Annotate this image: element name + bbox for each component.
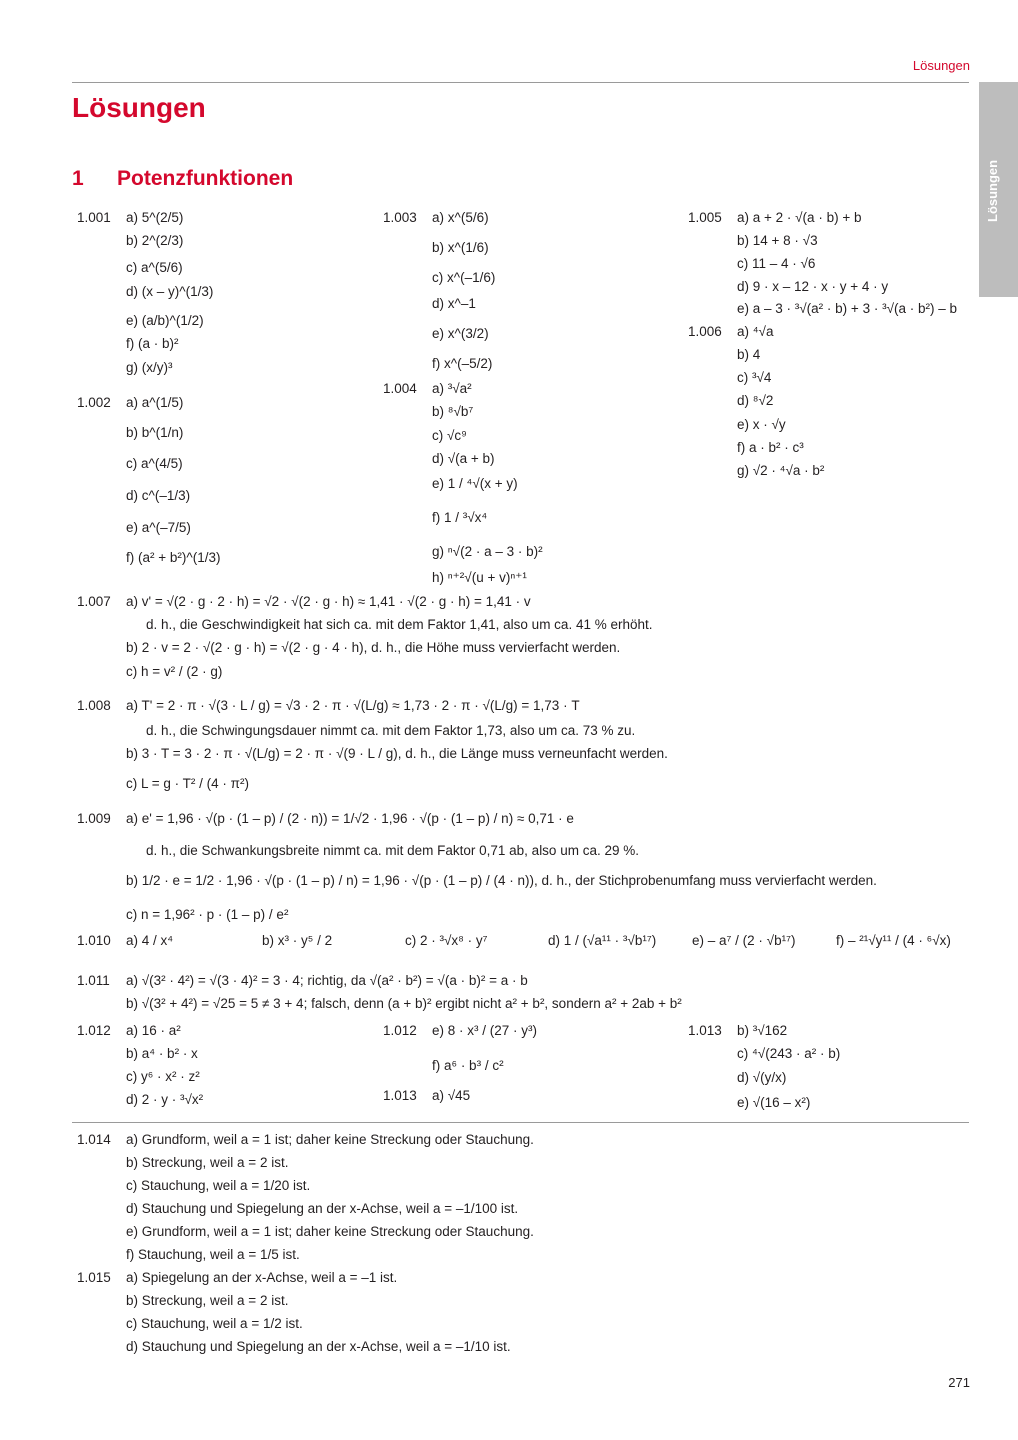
exercise-number: 1.007 xyxy=(77,594,111,609)
exercise-number: 1.014 xyxy=(77,1132,111,1147)
solution-line: d) Stauchung und Spiegelung an der x-Achse, weil a = –1/100 ist. xyxy=(126,1201,519,1216)
solution-line: b) 3 · T = 3 · 2 · π · √(L/g) = 2 · π · √(9 · L / g), d. h., die Länge muss verneunfacht werden. xyxy=(126,746,668,761)
solution-line: a) Spiegelung an der x-Achse, weil a = –1 ist. xyxy=(126,1270,398,1285)
solution-line: d. h., die Schwankungsbreite nimmt ca. mit dem Faktor 0,71 ab, also um ca. 29 %. xyxy=(146,843,639,858)
solution-line: d) 2 · y · ³√x² xyxy=(126,1092,204,1107)
solution-line: b) ³√162 xyxy=(737,1023,788,1038)
solution-line: e) 8 · x³ / (27 · y³) xyxy=(432,1023,538,1038)
exercise-number: 1.009 xyxy=(77,811,111,826)
solution-line: a) x^(5/6) xyxy=(432,210,489,225)
solution-line: a) √(3² · 4²) = √(3 · 4)² = 3 · 4; richtig, da √(a² · b²) = √(a · b)² = a · b xyxy=(126,973,528,988)
solution-line: b) 14 + 8 · √3 xyxy=(737,233,818,248)
solution-line: d) √(y/x) xyxy=(737,1070,787,1085)
exercise-number: 1.002 xyxy=(77,395,111,410)
solution-line: b) Streckung, weil a = 2 ist. xyxy=(126,1155,289,1170)
solution-line: a) a^(1/5) xyxy=(126,395,184,410)
solution-line: c) √c⁹ xyxy=(432,428,467,443)
exercise-number: 1.013 xyxy=(688,1023,722,1038)
solution-line: a) T' = 2 · π · √(3 · L / g) = √3 · 2 · π · √(L/g) ≈ 1,73 · 2 · π · √(L/g) = 1,73 · T xyxy=(126,698,580,713)
section-rule xyxy=(72,1122,969,1123)
solution-line: d) Stauchung und Spiegelung an der x-Achse, weil a = –1/10 ist. xyxy=(126,1339,511,1354)
solution-line: d) √(a + b) xyxy=(432,451,495,466)
solution-line: b) x³ · y⁵ / 2 xyxy=(262,933,333,948)
solution-line: b) 2 · v = 2 · √(2 · g · h) = √(2 · g · 4 · h), d. h., die Höhe muss vervierfacht werden. xyxy=(126,640,621,655)
solution-line: f) (a² + b²)^(1/3) xyxy=(126,550,221,565)
solution-line: c) Stauchung, weil a = 1/2 ist. xyxy=(126,1316,303,1331)
chapter-number: 1 xyxy=(72,167,84,190)
chapter-title: Potenzfunktionen xyxy=(117,167,294,190)
exercise-number: 1.012 xyxy=(383,1023,417,1038)
solution-line: e) (a/b)^(1/2) xyxy=(126,313,204,328)
solution-line: f) x^(–5/2) xyxy=(432,356,493,371)
solution-line: e) √(16 – x²) xyxy=(737,1095,811,1110)
exercise-number: 1.011 xyxy=(77,973,110,988)
solution-line: c) 2 · ³√x⁸ · y⁷ xyxy=(405,933,488,948)
header-rule xyxy=(72,82,969,83)
solution-line: d) (x – y)^(1/3) xyxy=(126,284,214,299)
solution-line: b) x^(1/6) xyxy=(432,240,489,255)
solution-line: b) a⁴ · b² · x xyxy=(126,1046,198,1061)
solution-line: a) e' = 1,96 · √(p · (1 – p) / (2 · n)) = 1/√2 · 1,96 · √(p · (1 – p) / n) ≈ 0,71 · e xyxy=(126,811,574,826)
solution-line: a) Grundform, weil a = 1 ist; daher keine Streckung oder Stauchung. xyxy=(126,1132,534,1147)
exercise-number: 1.013 xyxy=(383,1088,417,1103)
solution-line: c) 11 – 4 · √6 xyxy=(737,256,816,271)
solution-line: c) L = g · T² / (4 · π²) xyxy=(126,776,249,791)
solution-line: a) 5^(2/5) xyxy=(126,210,184,225)
exercise-number: 1.015 xyxy=(77,1270,111,1285)
exercise-number: 1.008 xyxy=(77,698,111,713)
solution-line: a) √45 xyxy=(432,1088,471,1103)
solution-line: e) 1 / ⁴√(x + y) xyxy=(432,476,518,491)
exercise-number: 1.012 xyxy=(77,1023,111,1038)
solution-line: a) 4 / x⁴ xyxy=(126,933,174,948)
solution-line: a) ⁴√a xyxy=(737,324,774,339)
exercise-number: 1.010 xyxy=(77,933,111,948)
solution-line: c) a^(4/5) xyxy=(126,456,183,471)
solution-line: b) ⁸√b⁷ xyxy=(432,404,474,419)
solution-line: c) n = 1,96² · p · (1 – p) / e² xyxy=(126,907,289,922)
solution-line: a) a + 2 · √(a · b) + b xyxy=(737,210,862,225)
exercise-number: 1.003 xyxy=(383,210,417,225)
solution-line: b) 1/2 · e = 1/2 · 1,96 · √(p · (1 – p) / n) = 1,96 · √(p · (1 – p) / (4 · n)), d. h., der Stichprobenumfang muss vervierfacht werden. xyxy=(126,873,877,888)
solution-line: d) 1 / (√a¹¹ · ³√b¹⁷) xyxy=(548,933,657,948)
solution-line: f) – ²¹√y¹¹ / (4 · ⁶√x) xyxy=(836,933,951,948)
solution-line: d. h., die Schwingungsdauer nimmt ca. mit dem Faktor 1,73, also um ca. 73 % zu. xyxy=(146,723,636,738)
side-tab-label: Lösungen xyxy=(985,159,1000,222)
solution-line: b) b^(1/n) xyxy=(126,425,184,440)
solution-line: e) Grundform, weil a = 1 ist; daher keine Streckung oder Stauchung. xyxy=(126,1224,534,1239)
solution-line: e) a – 3 · ³√(a² · b) + 3 · ³√(a · b²) – b xyxy=(737,301,957,316)
exercise-number: 1.006 xyxy=(688,324,722,339)
exercise-number: 1.001 xyxy=(77,210,111,225)
solution-line: g) √2 · ⁴√a · b² xyxy=(737,463,825,478)
solution-line: e) x^(3/2) xyxy=(432,326,489,341)
solution-line: f) 1 / ³√x⁴ xyxy=(432,510,488,525)
solution-line: a) v' = √(2 · g · 2 · h) = √2 · √(2 · g · h) ≈ 1,41 · √(2 · g · h) = 1,41 · v xyxy=(126,594,531,609)
solution-line: e) a^(–7/5) xyxy=(126,520,191,535)
solution-line: f) a · b² · c³ xyxy=(737,440,804,455)
solution-line: h) ⁿ⁺²√(u + v)ⁿ⁺¹ xyxy=(432,570,527,585)
running-header: Lösungen xyxy=(912,58,970,73)
solution-line: c) a^(5/6) xyxy=(126,260,183,275)
side-tab[interactable] xyxy=(979,82,1018,297)
exercise-number: 1.004 xyxy=(383,381,417,396)
solution-line: b) √(3² + 4²) = √25 = 5 ≠ 3 + 4; falsch, denn (a + b)² ergibt nicht a² + b², sondern a² + 2ab + b² xyxy=(126,996,682,1011)
solution-line: c) ³√4 xyxy=(737,370,772,385)
solution-line: g) ⁿ√(2 · a – 3 · b)² xyxy=(432,544,543,559)
solution-line: d) ⁸√2 xyxy=(737,393,774,408)
solution-line: c) Stauchung, weil a = 1/20 ist. xyxy=(126,1178,311,1193)
solution-line: e) x · √y xyxy=(737,417,786,432)
solution-line: b) 4 xyxy=(737,347,761,362)
solution-line: f) Stauchung, weil a = 1/5 ist. xyxy=(126,1247,300,1262)
solution-line: a) 16 · a² xyxy=(126,1023,181,1038)
solution-line: d) c^(–1/3) xyxy=(126,488,191,503)
solution-line: d) x^–1 xyxy=(432,296,476,311)
solution-line: c) y⁶ · x² · z² xyxy=(126,1069,200,1084)
solution-line: g) (x/y)³ xyxy=(126,360,173,375)
solution-line: b) 2^(2/3) xyxy=(126,233,184,248)
solution-line: c) ⁴√(243 · a² · b) xyxy=(737,1046,841,1061)
solution-line: d) 9 · x – 12 · x · y + 4 · y xyxy=(737,279,889,294)
page-title: Lösungen xyxy=(72,92,206,123)
solution-line: b) Streckung, weil a = 2 ist. xyxy=(126,1293,289,1308)
solution-line: c) x^(–1/6) xyxy=(432,270,496,285)
solution-line: c) h = v² / (2 · g) xyxy=(126,664,223,679)
page-number: 271 xyxy=(948,1375,970,1390)
exercise-number: 1.005 xyxy=(688,210,722,225)
solution-line: d. h., die Geschwindigkeit hat sich ca. mit dem Faktor 1,41, also um ca. 41 % erhöht. xyxy=(146,617,653,632)
solution-line: f) a⁶ · b³ / c² xyxy=(432,1058,504,1073)
solution-line: a) ³√a² xyxy=(432,381,472,396)
solution-line: e) – a⁷ / (2 · √b¹⁷) xyxy=(692,933,796,948)
solution-line: f) (a · b)² xyxy=(126,336,179,351)
